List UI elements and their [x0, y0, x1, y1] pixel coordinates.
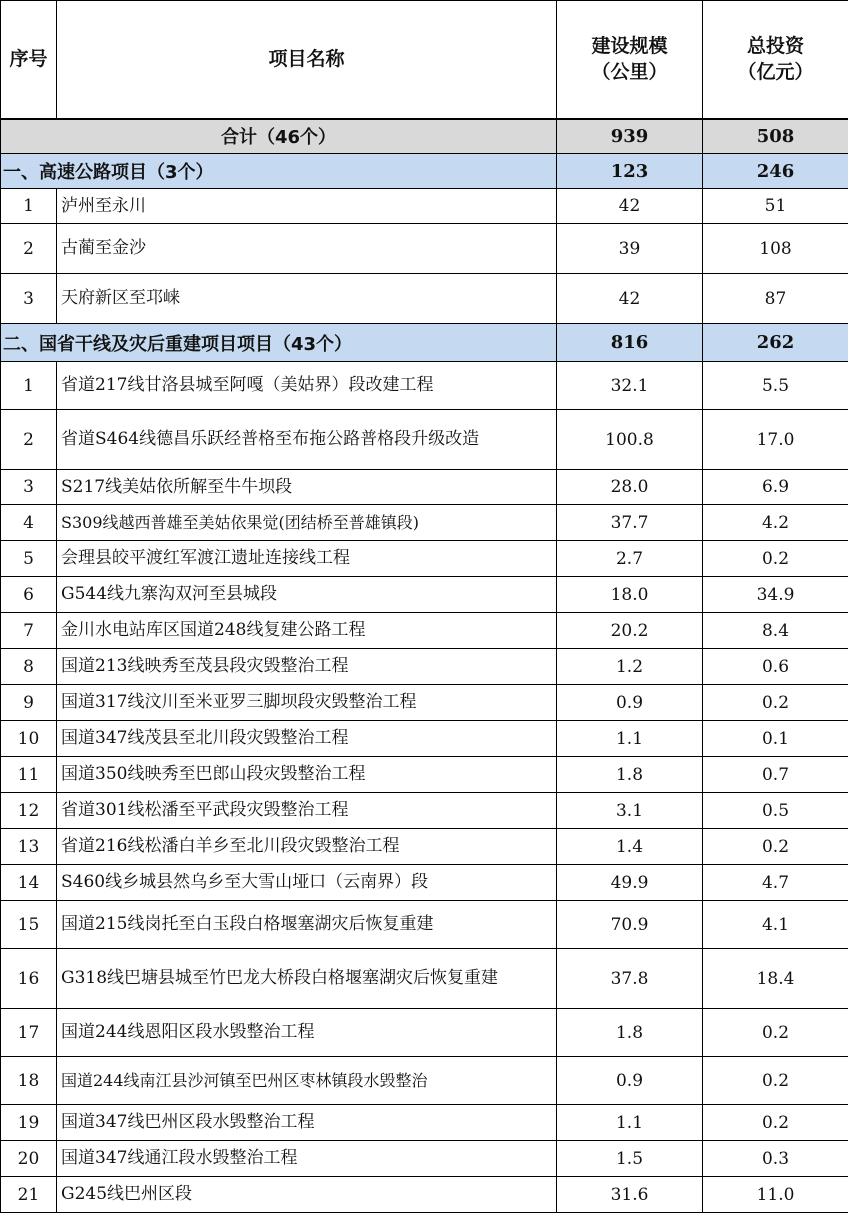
table-row [1, 685, 848, 721]
table-row [1, 410, 848, 470]
row-scale: 1.1 [557, 1105, 703, 1141]
row-invest: 87 [703, 274, 848, 324]
table-row [1, 577, 848, 613]
row-invest: 0.1 [703, 721, 848, 757]
row-invest: 0.7 [703, 757, 848, 793]
row-scale: 70.9 [557, 901, 703, 949]
row-no: 8 [1, 649, 57, 685]
table-row [1, 721, 848, 757]
row-name: 泸州至永川 [57, 189, 557, 224]
row-no: 19 [1, 1105, 57, 1141]
row-no: 14 [1, 865, 57, 901]
section-label: 二、国省干线及灾后重建项目项目（43个） [1, 324, 557, 362]
row-scale: 32.1 [557, 362, 703, 410]
row-invest: 0.2 [703, 1057, 848, 1105]
row-no: 18 [1, 1057, 57, 1105]
total-invest: 508 [703, 119, 848, 154]
row-name: 国道317线汶川至米亚罗三脚坝段灾毁整治工程 [57, 685, 557, 721]
table-row [1, 949, 848, 1009]
header-seq: 序号 [1, 1, 57, 119]
row-name: 国道244线南江县沙河镇至巴州区枣林镇段水毁整治 [57, 1057, 557, 1105]
row-invest: 0.6 [703, 649, 848, 685]
section-scale: 816 [557, 324, 703, 362]
row-scale: 1.1 [557, 721, 703, 757]
table-row [1, 1141, 848, 1177]
row-scale: 37.7 [557, 505, 703, 541]
row-invest: 34.9 [703, 577, 848, 613]
row-no: 3 [1, 274, 57, 324]
total-row [1, 119, 848, 154]
row-name: S309线越西普雄至美姑依果觉(团结桥至普雄镇段) [57, 505, 557, 541]
header-invest [703, 1, 848, 119]
row-name: 古蔺至金沙 [57, 224, 557, 274]
row-scale: 1.4 [557, 829, 703, 865]
section-invest: 246 [703, 154, 848, 189]
table-row [1, 901, 848, 949]
row-scale: 42 [557, 189, 703, 224]
table-row [1, 224, 848, 274]
row-name: 省道301线松潘至平武段灾毁整治工程 [57, 793, 557, 829]
table-row [1, 470, 848, 505]
table-row [1, 1057, 848, 1105]
row-name: 国道213线映秀至茂县段灾毁整治工程 [57, 649, 557, 685]
row-no: 5 [1, 541, 57, 577]
table-row [1, 274, 848, 324]
row-invest: 108 [703, 224, 848, 274]
row-invest: 0.5 [703, 793, 848, 829]
row-scale: 28.0 [557, 470, 703, 505]
row-invest: 51 [703, 189, 848, 224]
row-invest: 18.4 [703, 949, 848, 1009]
table-row [1, 541, 848, 577]
row-no: 12 [1, 793, 57, 829]
total-scale: 939 [557, 119, 703, 154]
row-no: 9 [1, 685, 57, 721]
row-name: S460线乡城县然乌乡至大雪山垭口（云南界）段 [57, 865, 557, 901]
row-name: 天府新区至邛崃 [57, 274, 557, 324]
row-scale: 39 [557, 224, 703, 274]
header-scale [557, 1, 703, 119]
row-no: 16 [1, 949, 57, 1009]
table-row [1, 757, 848, 793]
row-name: G544线九寨沟双河至县城段 [57, 577, 557, 613]
row-name: 国道347线通江段水毁整治工程 [57, 1141, 557, 1177]
row-scale: 20.2 [557, 613, 703, 649]
section-label: 一、高速公路项目（3个） [1, 154, 557, 189]
row-name: 省道S464线德昌乐跃经普格至布拖公路普格段升级改造 [57, 410, 557, 470]
table-row [1, 362, 848, 410]
row-name: 国道350线映秀至巴郎山段灾毁整治工程 [57, 757, 557, 793]
row-no: 20 [1, 1141, 57, 1177]
row-no: 1 [1, 189, 57, 224]
row-scale: 49.9 [557, 865, 703, 901]
row-scale: 1.5 [557, 1141, 703, 1177]
section-invest: 262 [703, 324, 848, 362]
row-name: 省道216线松潘白羊乡至北川段灾毁整治工程 [57, 829, 557, 865]
row-no: 13 [1, 829, 57, 865]
row-no: 7 [1, 613, 57, 649]
row-invest: 17.0 [703, 410, 848, 470]
row-scale: 1.2 [557, 649, 703, 685]
row-name: G245线巴州区段 [57, 1177, 557, 1213]
row-scale: 1.8 [557, 1009, 703, 1057]
row-invest: 4.1 [703, 901, 848, 949]
table-row [1, 613, 848, 649]
header-invest-text: 总投资 （亿元） [737, 35, 814, 84]
row-name: 国道347线巴州区段水毁整治工程 [57, 1105, 557, 1141]
row-scale: 2.7 [557, 541, 703, 577]
row-scale: 0.9 [557, 685, 703, 721]
row-name: 国道244线恩阳区段水毁整治工程 [57, 1009, 557, 1057]
row-invest: 11.0 [703, 1177, 848, 1213]
row-scale: 31.6 [557, 1177, 703, 1213]
row-no: 6 [1, 577, 57, 613]
table-row [1, 865, 848, 901]
row-invest: 6.9 [703, 470, 848, 505]
table-row [1, 793, 848, 829]
row-invest: 0.2 [703, 1009, 848, 1057]
row-invest: 0.2 [703, 685, 848, 721]
header-row [1, 1, 848, 119]
total-label: 合计（46个） [1, 119, 557, 154]
row-invest: 0.3 [703, 1141, 848, 1177]
row-scale: 3.1 [557, 793, 703, 829]
row-name: 国道347线茂县至北川段灾毁整治工程 [57, 721, 557, 757]
row-no: 11 [1, 757, 57, 793]
table-row [1, 649, 848, 685]
row-no: 10 [1, 721, 57, 757]
table-row [1, 189, 848, 224]
row-scale: 1.8 [557, 757, 703, 793]
row-scale: 100.8 [557, 410, 703, 470]
row-no: 2 [1, 224, 57, 274]
row-scale: 42 [557, 274, 703, 324]
row-scale: 0.9 [557, 1057, 703, 1105]
row-name: 会理县皎平渡红军渡江遗址连接线工程 [57, 541, 557, 577]
header-scale-text: 建设规模 （公里） [591, 35, 668, 84]
row-no: 17 [1, 1009, 57, 1057]
section-scale: 123 [557, 154, 703, 189]
row-no: 3 [1, 470, 57, 505]
row-scale: 18.0 [557, 577, 703, 613]
row-invest: 0.2 [703, 1105, 848, 1141]
table-row [1, 829, 848, 865]
row-invest: 4.7 [703, 865, 848, 901]
row-invest: 8.4 [703, 613, 848, 649]
section-row-highway [1, 154, 848, 189]
row-no: 21 [1, 1177, 57, 1213]
header-name: 项目名称 [57, 1, 557, 119]
table-row [1, 1105, 848, 1141]
row-invest: 0.2 [703, 829, 848, 865]
row-invest: 5.5 [703, 362, 848, 410]
row-scale: 37.8 [557, 949, 703, 1009]
row-invest: 0.2 [703, 541, 848, 577]
row-no: 2 [1, 410, 57, 470]
table-row [1, 1177, 848, 1213]
row-name: 国道215线岗托至白玉段白格堰塞湖灾后恢复重建 [57, 901, 557, 949]
row-name: G318线巴塘县城至竹巴龙大桥段白格堰塞湖灾后恢复重建 [57, 949, 557, 1009]
table-row [1, 1009, 848, 1057]
row-name: 金川水电站库区国道248线复建公路工程 [57, 613, 557, 649]
table-row [1, 505, 848, 541]
row-invest: 4.2 [703, 505, 848, 541]
row-name: S217线美姑依所解至牛牛坝段 [57, 470, 557, 505]
row-no: 4 [1, 505, 57, 541]
row-no: 1 [1, 362, 57, 410]
row-name: 省道217线甘洛县城至阿嘎（美姑界）段改建工程 [57, 362, 557, 410]
row-no: 15 [1, 901, 57, 949]
section-row-trunk [1, 324, 848, 362]
